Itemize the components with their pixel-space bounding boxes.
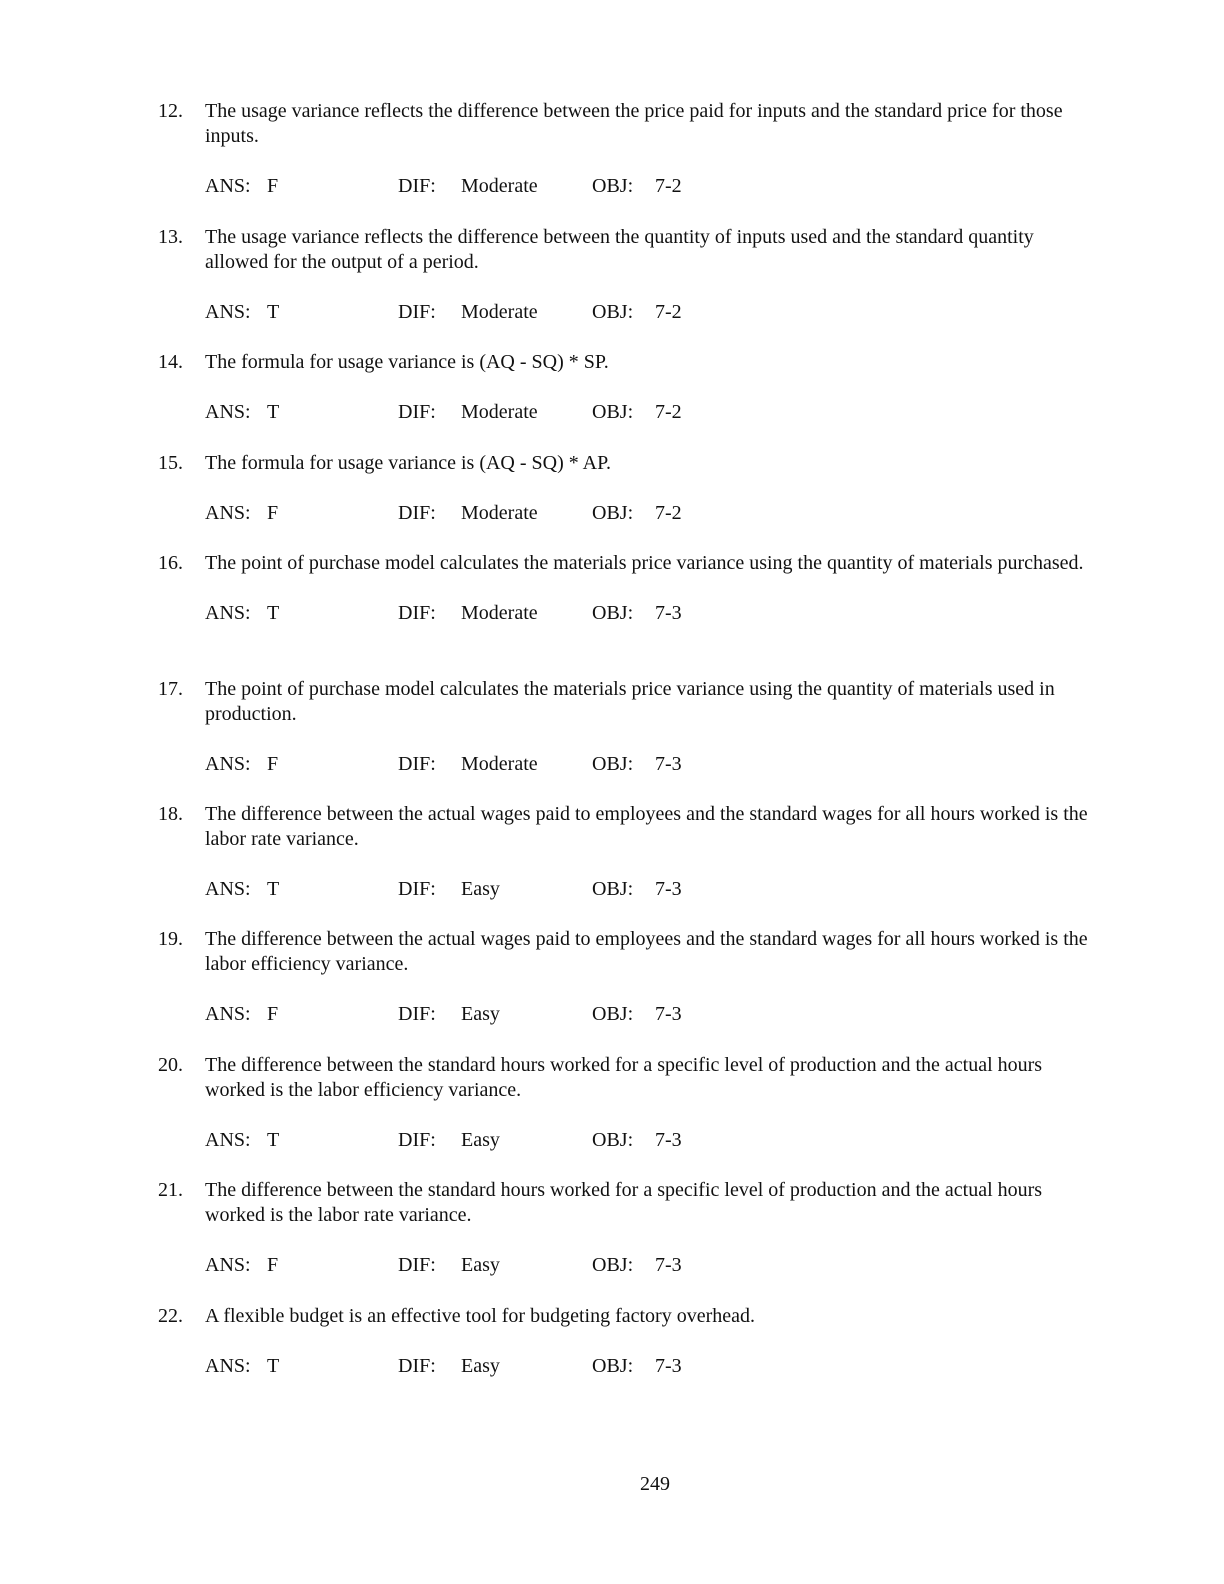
- question-text: The difference between the actual wages paid to employees and the standard wages for all hours worked is the labor efficiency variance.: [205, 928, 1088, 975]
- dif-label: DIF:: [398, 753, 436, 775]
- obj-value: 7-2: [655, 175, 682, 197]
- question-text: The usage variance reflects the difference between the price paid for inputs and the standard price for those inputs.: [205, 100, 1063, 147]
- obj-value: 7-3: [655, 1254, 682, 1276]
- question-number: 18.: [158, 803, 183, 825]
- ans-value: F: [267, 1254, 279, 1276]
- answer-row: [205, 400, 1098, 425]
- obj-label: OBJ:: [592, 753, 634, 775]
- obj-value: 7-2: [655, 401, 682, 423]
- dif-label: DIF:: [398, 502, 436, 524]
- question-text: The usage variance reflects the difference between the quantity of inputs used and the standard quantity allowed for the output of a period.: [205, 226, 1034, 273]
- obj-value: 7-3: [655, 1129, 682, 1151]
- ans-value: T: [267, 1129, 280, 1151]
- ans-value: T: [267, 301, 280, 323]
- answer-row: [205, 174, 1098, 199]
- ans-value: F: [267, 502, 279, 524]
- question-number: 14.: [158, 351, 183, 373]
- ans-label: ANS:: [205, 1355, 251, 1377]
- question-number: 13.: [158, 226, 183, 248]
- obj-label: OBJ:: [592, 1254, 634, 1276]
- obj-value: 7-2: [655, 502, 682, 524]
- dif-label: DIF:: [398, 1254, 436, 1276]
- question-number: 15.: [158, 452, 183, 474]
- obj-label: OBJ:: [592, 1003, 634, 1025]
- obj-label: OBJ:: [592, 1355, 634, 1377]
- answer-row: [205, 1002, 1098, 1027]
- answer-row: [205, 877, 1098, 902]
- dif-value: Easy: [461, 1129, 500, 1151]
- ans-label: ANS:: [205, 753, 251, 775]
- answer-row: [205, 752, 1098, 777]
- page-number: 249: [640, 1473, 670, 1495]
- dif-value: Easy: [461, 1355, 500, 1377]
- ans-value: T: [267, 602, 280, 624]
- dif-value: Moderate: [461, 301, 538, 323]
- obj-label: OBJ:: [592, 602, 634, 624]
- dif-label: DIF:: [398, 1003, 436, 1025]
- question-number: 22.: [158, 1305, 183, 1327]
- obj-value: 7-3: [655, 753, 682, 775]
- ans-value: F: [267, 753, 279, 775]
- ans-label: ANS:: [205, 1003, 251, 1025]
- ans-value: T: [267, 878, 280, 900]
- obj-value: 7-3: [655, 1355, 682, 1377]
- dif-value: Easy: [461, 1003, 500, 1025]
- dif-value: Moderate: [461, 502, 538, 524]
- question-12: [158, 99, 1098, 199]
- question-text: A flexible budget is an effective tool for budgeting factory overhead.: [205, 1305, 755, 1327]
- question-19: [158, 927, 1098, 1027]
- ans-value: F: [267, 1003, 279, 1025]
- answer-row: [205, 501, 1098, 526]
- dif-label: DIF:: [398, 1129, 436, 1151]
- obj-label: OBJ:: [592, 175, 634, 197]
- answer-row: [205, 300, 1098, 325]
- ans-label: ANS:: [205, 1129, 251, 1151]
- ans-label: ANS:: [205, 401, 251, 423]
- dif-value: Easy: [461, 1254, 500, 1276]
- question-number: 16.: [158, 552, 183, 574]
- ans-value: T: [267, 1355, 280, 1377]
- question-15: [158, 451, 1098, 526]
- question-18: [158, 802, 1098, 902]
- dif-value: Moderate: [461, 175, 538, 197]
- question-14: [158, 350, 1098, 425]
- dif-label: DIF:: [398, 301, 436, 323]
- dif-value: Easy: [461, 878, 500, 900]
- ans-label: ANS:: [205, 301, 251, 323]
- question-22: [158, 1304, 1098, 1379]
- question-number: 12.: [158, 100, 183, 122]
- question-text: The difference between the actual wages paid to employees and the standard wages for all hours worked is the labor rate variance.: [205, 803, 1088, 850]
- question-text: The formula for usage variance is (AQ - SQ) * SP.: [205, 351, 609, 373]
- question-text: The point of purchase model calculates the materials price variance using the quantity of materials purchased.: [205, 552, 1084, 574]
- obj-label: OBJ:: [592, 401, 634, 423]
- dif-value: Moderate: [461, 753, 538, 775]
- dif-label: DIF:: [398, 1355, 436, 1377]
- question-number: 21.: [158, 1179, 183, 1201]
- question-number: 20.: [158, 1054, 183, 1076]
- question-text: The difference between the standard hours worked for a specific level of production and the actual hours worked is the labor rate variance.: [205, 1179, 1043, 1226]
- ans-label: ANS:: [205, 878, 251, 900]
- obj-label: OBJ:: [592, 502, 634, 524]
- dif-label: DIF:: [398, 602, 436, 624]
- dif-value: Moderate: [461, 401, 538, 423]
- obj-value: 7-2: [655, 301, 682, 323]
- ans-label: ANS:: [205, 1254, 251, 1276]
- ans-label: ANS:: [205, 175, 251, 197]
- obj-label: OBJ:: [592, 878, 634, 900]
- question-21: [158, 1178, 1098, 1278]
- obj-label: OBJ:: [592, 1129, 634, 1151]
- question-text: The point of purchase model calculates the materials price variance using the quantity of materials used in production.: [205, 678, 1055, 725]
- dif-label: DIF:: [398, 175, 436, 197]
- question-20: [158, 1053, 1098, 1153]
- answer-row: [205, 1128, 1098, 1153]
- ans-value: F: [267, 175, 279, 197]
- question-13: [158, 225, 1098, 325]
- answer-row: [205, 601, 1098, 626]
- obj-value: 7-3: [655, 1003, 682, 1025]
- question-number: 17.: [158, 678, 183, 700]
- dif-label: DIF:: [398, 878, 436, 900]
- question-text: The formula for usage variance is (AQ - SQ) * AP.: [205, 452, 612, 474]
- ans-value: T: [267, 401, 280, 423]
- question-text: The difference between the standard hours worked for a specific level of production and the actual hours worked is the labor efficiency variance.: [205, 1054, 1043, 1101]
- dif-label: DIF:: [398, 401, 436, 423]
- obj-value: 7-3: [655, 878, 682, 900]
- ans-label: ANS:: [205, 602, 251, 624]
- question-number: 19.: [158, 928, 183, 950]
- answer-row: [205, 1253, 1098, 1278]
- ans-label: ANS:: [205, 502, 251, 524]
- question-16: [158, 551, 1098, 626]
- answer-row: [205, 1354, 1098, 1379]
- obj-label: OBJ:: [592, 301, 634, 323]
- question-17: [158, 677, 1098, 777]
- obj-value: 7-3: [655, 602, 682, 624]
- dif-value: Moderate: [461, 602, 538, 624]
